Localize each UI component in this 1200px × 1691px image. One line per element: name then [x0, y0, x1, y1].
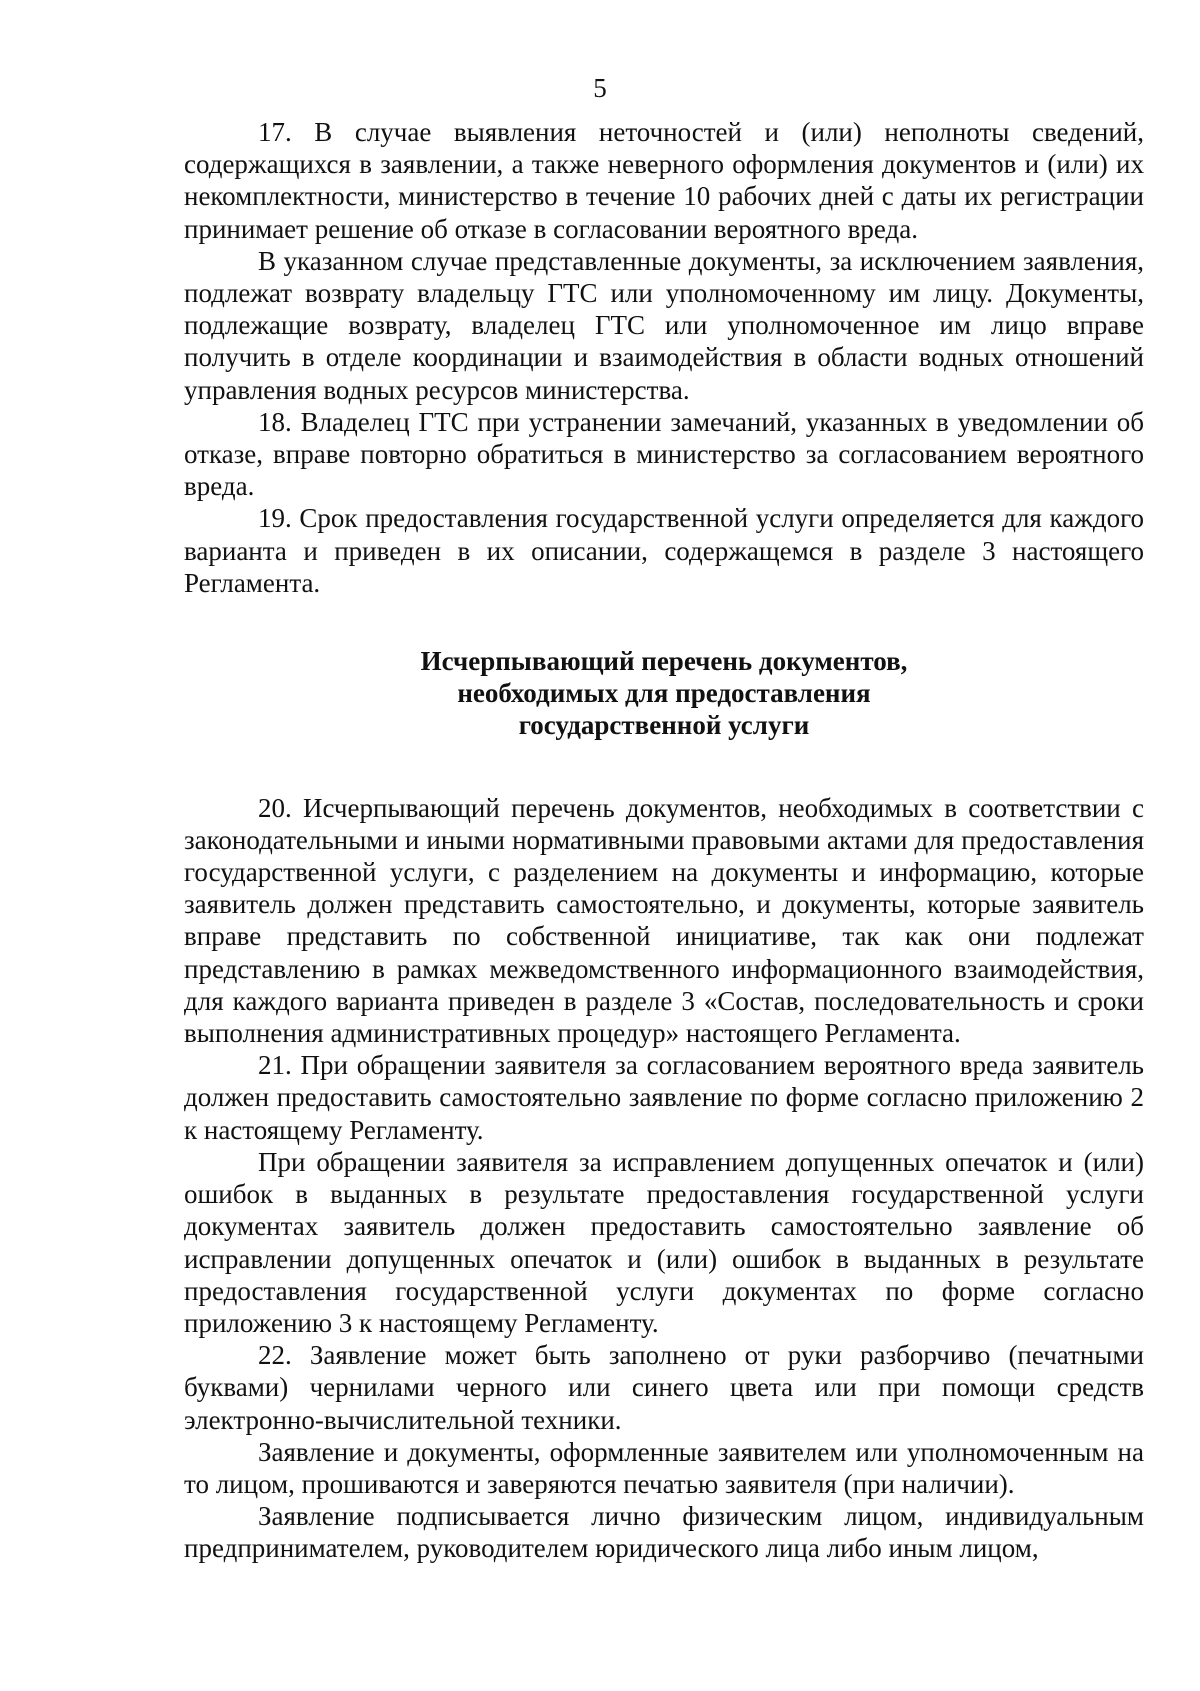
paragraph-21: 21. При обращении заявителя за согласованием вероятного вреда заявитель должен предоставить самостоятельно заявление по форме согласно приложению 2 к настоящему Регламенту.	[184, 1050, 1144, 1145]
paragraph-21-cont: При обращении заявителя за исправлением допущенных опечаток и (или) ошибок в выданных в результате предоставления государственной услуги документах заявитель должен предоставить самостоятельно заявление об исправлении допущенных опечаток и (или) ошибок в выданных в результате предоставления государственной услуги документах по форме согласно приложению 3 к настоящему Регламенту.	[184, 1146, 1144, 1338]
page-number: 5	[593, 73, 607, 103]
heading-line-1: Исчерпывающий перечень документов,	[420, 646, 908, 677]
section-heading	[184, 645, 1144, 742]
document-body	[184, 116, 1144, 1565]
paragraph-17: 17. В случае выявления неточностей и (или) неполноты сведений, содержащихся в заявлении, а также неверного оформления документов и (или) их некомплектности, министерство в течение 10 рабочих дней с даты их регистрации принимает решение об отказе в согласовании вероятного вреда.	[184, 117, 1144, 244]
paragraph-22-cont-2: Заявление подписывается лично физическим лицом, индивидуальным предпринимателем, руководителем юридического лица либо иным лицом,	[184, 1501, 1144, 1564]
paragraph-19: 19. Срок предоставления государственной услуги определяется для каждого варианта и приведен в их описании, содержащемся в разделе 3 настоящего Регламента.	[184, 503, 1144, 598]
paragraph-22: 22. Заявление может быть заполнено от руки разборчиво (печатными буквами) чернилами черного или синего цвета или при помощи средств электронно-вычислительной техники.	[184, 1340, 1144, 1435]
paragraph-17-cont: В указанном случае представленные документы, за исключением заявления, подлежат возврату владельцу ГТС или уполномоченному им лицу. Документы, подлежащие возврату, владелец ГТС или уполномоченное им лицо вправе получить в отделе координации и взаимодействия в области водных отношений управления водных ресурсов министерства.	[184, 245, 1144, 405]
paragraph-20: 20. Исчерпывающий перечень документов, необходимых в соответствии с законодательными и иными нормативными правовыми актами для предоставления государственной услуги, с разделением на документы и информацию, которые заявитель должен представить самостоятельно, и документы, которые заявитель вправе представить по собственной инициативе, так как они подлежат представлению в рамках межведомственного информационного взаимодействия, для каждого варианта приведен в разделе 3 «Состав, последовательность и сроки выполнения административных процедур» настоящего Регламента.	[184, 792, 1144, 1049]
paragraph-22-cont-1: Заявление и документы, оформленные заявителем или уполномоченным на то лицом, прошиваются и заверяются печатью заявителя (при наличии).	[184, 1436, 1144, 1499]
heading-line-2: необходимых для предоставления	[457, 678, 871, 709]
heading-line-3: государственной услуги	[518, 710, 810, 741]
paragraph-18: 18. Владелец ГТС при устранении замечаний, указанных в уведомлении об отказе, вправе повторно обратиться в министерство за согласованием вероятного вреда.	[184, 406, 1144, 502]
